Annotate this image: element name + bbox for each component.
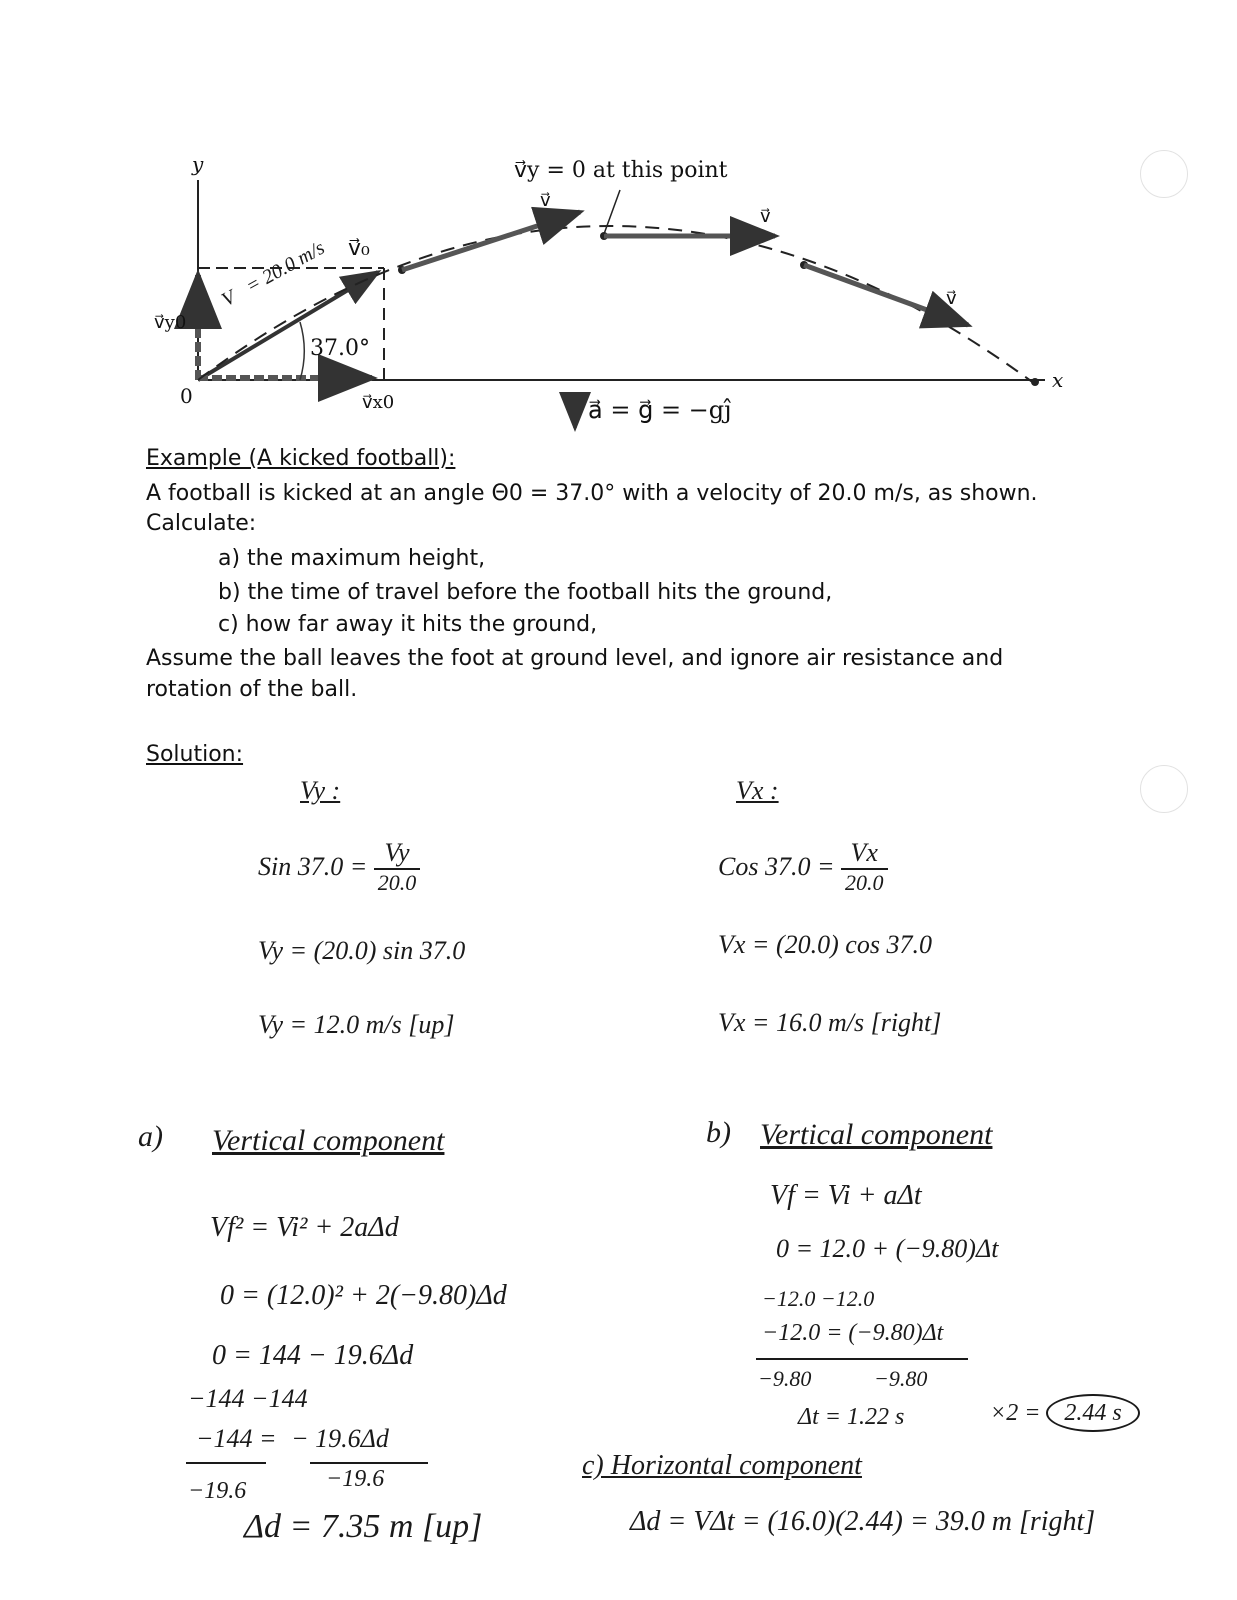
- calculate-label: Calculate:: [146, 511, 257, 536]
- solution-label: Solution:: [146, 742, 244, 767]
- vx-cosine-equation: [718, 838, 888, 896]
- vx-fraction-numerator: Vx: [841, 838, 888, 870]
- part-b-heading: Vertical component: [760, 1118, 993, 1151]
- part-a-answer: Δd = 7.35 m [up]: [244, 1508, 483, 1545]
- vx-cosine-lhs: Cos 37.0 =: [718, 852, 835, 881]
- vx-result: Vx = 16.0 m/s [right]: [718, 1008, 942, 1037]
- part-a-letter: a): [138, 1120, 163, 1153]
- vy-fraction: [374, 838, 421, 896]
- part-a-fraction-bar-right: [310, 1462, 428, 1464]
- part-b-total-time: 2.44 s: [1046, 1394, 1139, 1432]
- part-b-denominator-left: −9.80: [758, 1366, 812, 1391]
- part-b-fraction-bar: [756, 1358, 968, 1360]
- angle-label: 37.0°: [310, 336, 370, 361]
- part-a-fraction-bar-left: [186, 1462, 266, 1464]
- part-b-doubling: [990, 1400, 1140, 1427]
- vx-fraction-denominator: 20.0: [845, 870, 884, 895]
- vy0-label: v⃗y0: [154, 312, 187, 333]
- part-a-step-4: −144 −144: [188, 1384, 308, 1413]
- x-axis-label: x: [1052, 368, 1064, 392]
- vx-equation-2: Vx = (20.0) cos 37.0: [718, 930, 932, 959]
- velocity-arrow-rising: [402, 212, 580, 270]
- task-c: c) how far away it hits the ground,: [218, 612, 598, 637]
- part-a-step-5-right: − 19.6Δd: [291, 1424, 389, 1453]
- velocity-label-falling: v⃗: [946, 288, 957, 309]
- part-c-answer: Δd = VΔt = (16.0)(2.44) = 39.0 m [right]: [630, 1506, 1096, 1537]
- vx-fraction: [841, 838, 888, 896]
- part-b-letter: b): [706, 1116, 731, 1149]
- vy-heading: Vy :: [300, 776, 341, 805]
- acceleration-label: a⃗ = g⃗ = −gĵ: [588, 396, 732, 424]
- part-a-denominator-right: −19.6: [326, 1466, 385, 1492]
- part-b-step-1: Vf = Vi + aΔt: [770, 1180, 922, 1211]
- velocity-arrow-falling: [804, 265, 968, 325]
- part-b-time: Δt = 1.22 s: [798, 1404, 905, 1430]
- binder-hole-middle: [1140, 765, 1188, 813]
- part-b-step-3: −12.0 −12.0: [762, 1286, 875, 1311]
- vx0-label: v⃗x0: [362, 392, 395, 413]
- handwritten-velocity: V⃗= 20.0 m/s: [218, 236, 329, 312]
- vy-zero-note: v⃗y = 0 at this point: [514, 158, 728, 183]
- part-c-heading: c) Horizontal component: [582, 1450, 862, 1481]
- part-b-denominator-right: −9.80: [874, 1366, 928, 1391]
- part-a-step-3: 0 = 144 − 19.6Δd: [212, 1340, 414, 1371]
- part-a-step-1: Vf² = Vi² + 2aΔd: [210, 1212, 399, 1243]
- part-a-step-2: 0 = (12.0)² + 2(−9.80)Δd: [220, 1280, 507, 1311]
- vy-sine-equation: [258, 838, 420, 896]
- example-title: Example (A kicked football):: [146, 446, 456, 471]
- velocity-label-rising: v⃗: [540, 190, 551, 211]
- origin-label: 0: [180, 384, 193, 408]
- part-b-step-4: −12.0 = (−9.80)Δt: [762, 1320, 944, 1346]
- y-axis-label: y: [192, 152, 204, 176]
- problem-statement: A football is kicked at an angle Θ0 = 37.0° with a velocity of 20.0 m/s, as shown.: [146, 481, 1038, 506]
- vy-equation-2: Vy = (20.0) sin 37.0: [258, 936, 466, 965]
- task-a: a) the maximum height,: [218, 546, 486, 571]
- v0-label: v⃗₀: [348, 236, 370, 261]
- part-a-step-5-left: −144 =: [196, 1424, 277, 1453]
- part-b-times-two: ×2 =: [990, 1400, 1041, 1426]
- vy-result: Vy = 12.0 m/s [up]: [258, 1010, 455, 1039]
- vx-heading: Vx :: [736, 776, 779, 805]
- assumption-line-2: rotation of the ball.: [146, 677, 358, 702]
- part-a-step-5-top: [196, 1424, 389, 1454]
- vy-fraction-numerator: Vy: [374, 838, 421, 870]
- part-a-denominator-left: −19.6: [188, 1478, 247, 1504]
- part-a-heading: Vertical component: [212, 1124, 445, 1157]
- velocity-label-top: v⃗: [760, 206, 771, 227]
- part-b-step-2: 0 = 12.0 + (−9.80)Δt: [776, 1234, 999, 1263]
- assumption-line-1: Assume the ball leaves the foot at ground level, and ignore air resistance and: [146, 646, 1004, 671]
- vy-fraction-denominator: 20.0: [377, 870, 417, 895]
- vy-sine-lhs: Sin 37.0 =: [258, 852, 368, 881]
- task-b: b) the time of travel before the football hits the ground,: [218, 580, 833, 605]
